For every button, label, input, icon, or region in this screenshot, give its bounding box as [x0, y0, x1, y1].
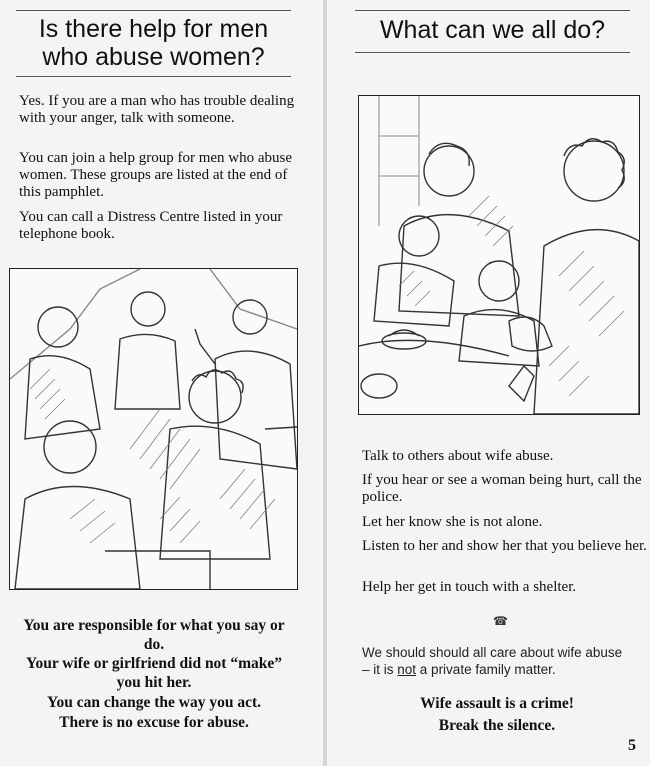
did-not-make-note: Your wife or girlfriend did not “make” you hit her.: [25, 655, 283, 691]
change-note: You can change the way you act.: [47, 694, 261, 711]
slogan-crime: Wife assault is a crime!: [420, 695, 574, 712]
closing-prefix: – it is: [362, 662, 398, 677]
telephone-icon: ☎: [493, 614, 508, 628]
closing-suffix: a private family matter.: [416, 662, 556, 677]
men-help-group-illustration: [9, 268, 298, 590]
left-page: [0, 0, 323, 766]
right-heading: What can we all do?: [379, 16, 606, 44]
left-paragraph-3: You can call a Distress Centre listed in your telephone book.: [19, 209, 283, 242]
right-paragraph-3: Let her know she is not alone.: [362, 514, 543, 530]
no-excuse-note: There is no excuse for abuse.: [59, 714, 249, 731]
sketch-drawing: [359, 96, 639, 414]
heading-bottom-rule: [16, 76, 291, 77]
page-number: 5: [628, 737, 636, 754]
left-paragraph-2: You can join a help group for men who abuse women. These groups are listed at the end of this pamphlet.: [19, 150, 293, 200]
right-paragraph-5: Help her get in touch with a shelter.: [362, 579, 577, 595]
right-paragraph-2: If you hear or see a woman being hurt, call the police.: [362, 472, 642, 505]
heading-top-rule: [16, 10, 291, 11]
closing-line-1: We should should all care about wife abuse: [362, 645, 623, 660]
left-heading: Is there help for men who abuse women?: [38, 15, 269, 71]
sketch-drawing: [10, 269, 297, 589]
closing-emphasis: not: [397, 662, 417, 677]
responsibility-note: You are responsible for what you say or do.: [23, 617, 285, 653]
right-paragraph-4: Listen to her and show her that you believe her.: [362, 538, 647, 554]
women-children-illustration: [358, 95, 640, 415]
heading-top-rule: [355, 10, 630, 11]
heading-bottom-rule: [355, 52, 630, 53]
right-paragraph-1: Talk to others about wife abuse.: [362, 448, 554, 464]
left-paragraph-1: Yes. If you are a man who has trouble dealing with your anger, talk with someone.: [19, 93, 295, 126]
closing-line-2: [362, 661, 647, 678]
slogan-silence: Break the silence.: [438, 717, 556, 734]
right-page: [327, 0, 650, 766]
